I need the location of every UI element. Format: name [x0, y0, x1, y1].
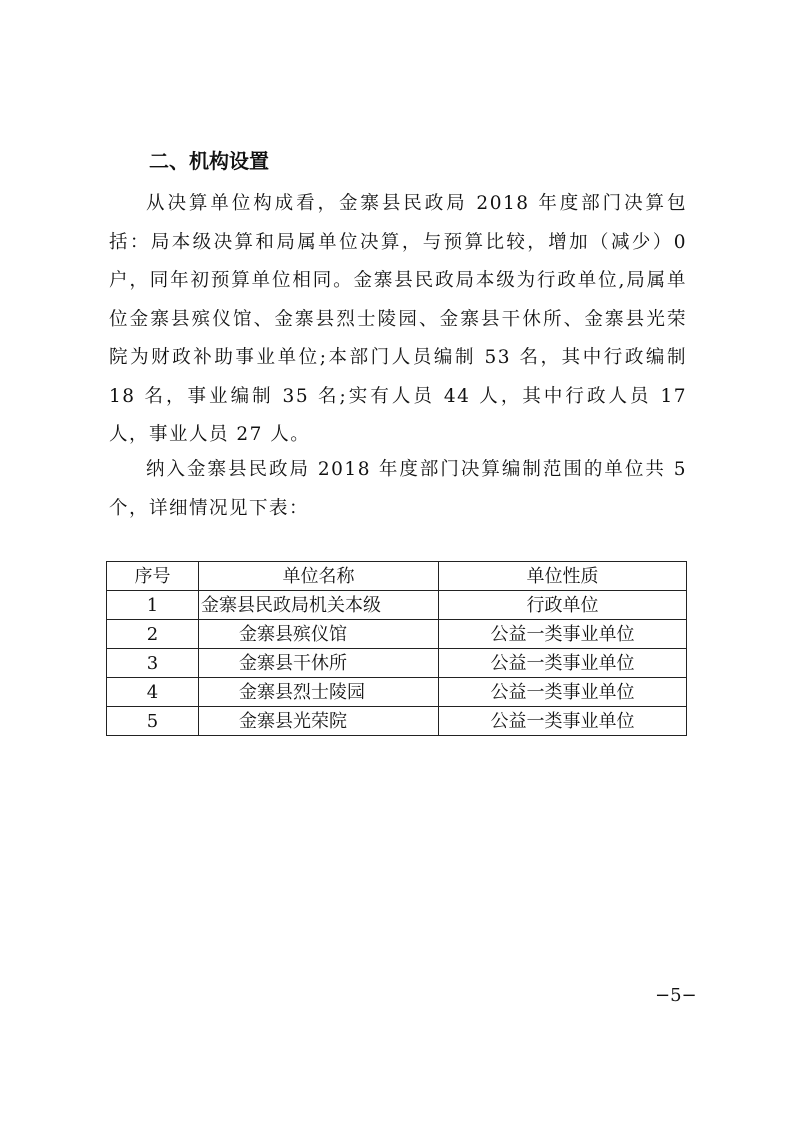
row-unit-name: 金寨县殡仪馆: [199, 620, 439, 649]
row-serial: 4: [107, 678, 199, 707]
table-row: [107, 649, 687, 678]
row-unit-name: 金寨县光荣院: [199, 707, 439, 736]
table-row: [107, 707, 687, 736]
row-unit-name: 金寨县干休所: [199, 649, 439, 678]
row-unit-type: 公益一类事业单位: [439, 649, 687, 678]
row-serial: 2: [107, 620, 199, 649]
row-unit-name: 金寨县烈士陵园: [199, 678, 439, 707]
table-row: [107, 678, 687, 707]
header-unit-name: 单位名称: [199, 562, 439, 591]
table-header-row: [107, 562, 687, 591]
row-serial: 1: [107, 591, 199, 620]
paragraph-scope: 纳入金寨县民政局 2018 年度部门决算编制范围的单位共 5 个，详细情况见下表：: [109, 459, 687, 519]
row-unit-type: 公益一类事业单位: [439, 678, 687, 707]
header-serial: 序号: [107, 562, 199, 591]
section-heading: 二、机构设置: [149, 149, 269, 173]
row-unit-type: 公益一类事业单位: [439, 707, 687, 736]
row-unit-type: 公益一类事业单位: [439, 620, 687, 649]
units-table: [106, 561, 687, 736]
page-number: −5−: [655, 985, 697, 1006]
paragraph-composition: 从决算单位构成看，金寨县民政局 2018 年度部门决算包括：局本级决算和局属单位决算，与预算比较，增加（减少）0 户，同年初预算单位相同。金寨县民政局本级为行政单位,局属单位金寨县殡仪馆、金寨县烈士陵园、金寨县干休所、金寨县光荣院为财政补助事业单位;本部门人员编制 53 名，其中行政编制 18 名，事业编制 35 名;实有人员 44 人，其中行政人员 17 人，事业人员 27 人。: [109, 193, 687, 445]
header-unit-type: 单位性质: [439, 562, 687, 591]
table-row: [107, 620, 687, 649]
row-unit-type: 行政单位: [439, 591, 687, 620]
row-serial: 3: [107, 649, 199, 678]
row-unit-name: 金寨县民政局机关本级: [199, 591, 439, 620]
row-serial: 5: [107, 707, 199, 736]
table-row: [107, 591, 687, 620]
